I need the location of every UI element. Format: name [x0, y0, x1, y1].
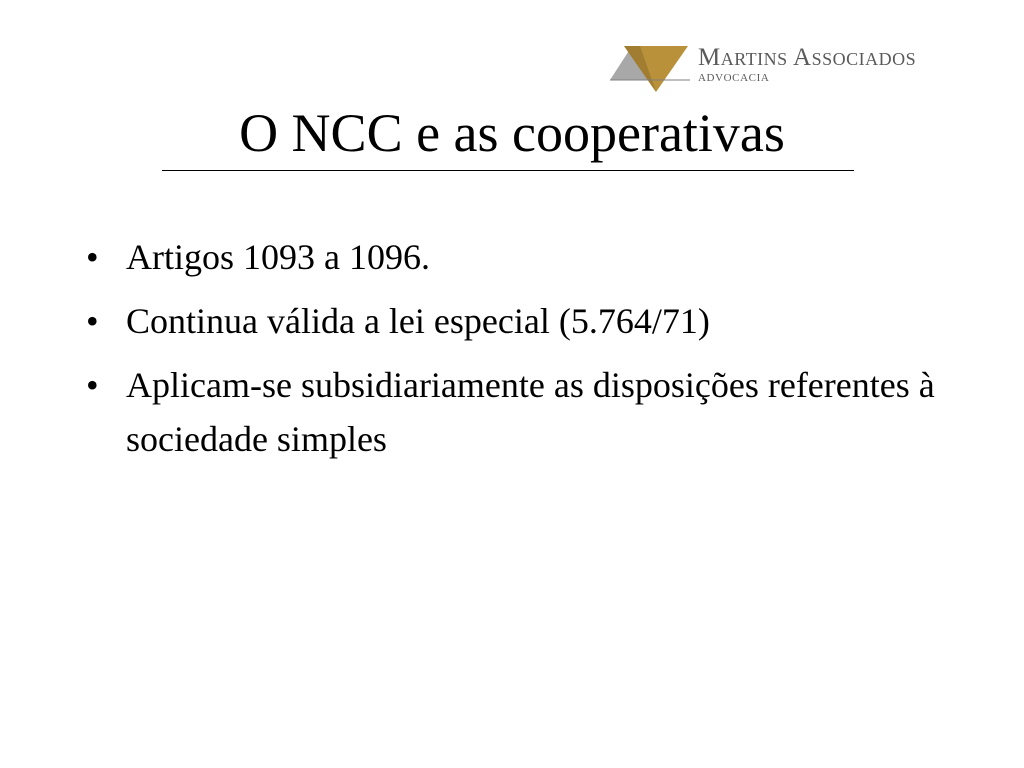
list-item — [86, 358, 966, 466]
company-logo — [610, 40, 970, 96]
gold-triangle-logo-icon — [610, 42, 692, 94]
list-item — [86, 294, 966, 348]
bullet-text: Artigos 1093 a 1096. — [126, 237, 430, 277]
logo-text — [698, 44, 916, 84]
bullet-icon: • — [86, 237, 99, 277]
title-underline — [162, 170, 854, 171]
logo-name: Martins Associados — [698, 44, 917, 71]
slide-title: O NCC e as cooperativas — [239, 103, 785, 163]
logo-subtitle: ADVOCACIA — [698, 72, 770, 84]
bullet-text: Continua válida a lei especial (5.764/71) — [126, 301, 710, 341]
bullet-icon: • — [86, 301, 99, 341]
bullet-text: Aplicam-se subsidiariamente as disposições referentes à sociedade simples — [126, 365, 935, 459]
bullet-list — [86, 230, 966, 476]
list-item — [86, 230, 966, 284]
bullet-icon: • — [86, 365, 99, 405]
